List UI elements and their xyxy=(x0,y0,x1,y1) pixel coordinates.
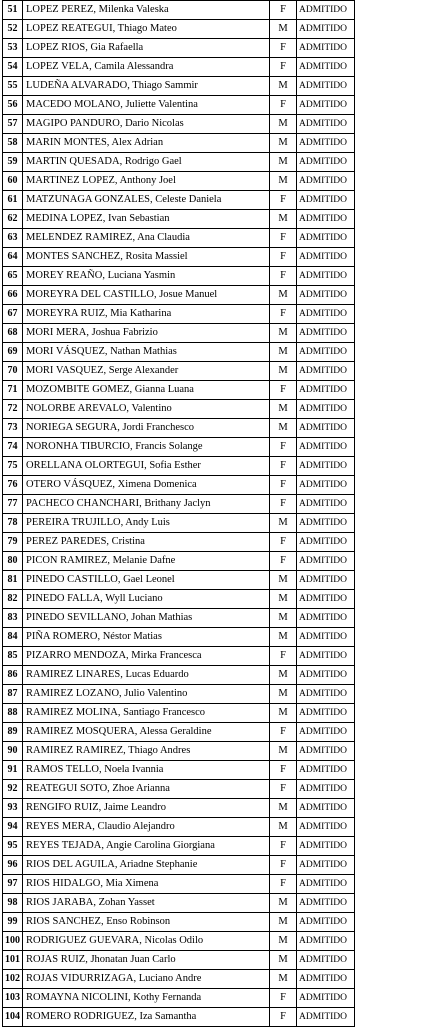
row-number: 52 xyxy=(3,20,23,39)
admission-status: ADMITIDO xyxy=(297,609,355,628)
student-sex: M xyxy=(270,77,297,96)
admission-status: ADMITIDO xyxy=(297,799,355,818)
admission-status: ADMITIDO xyxy=(297,951,355,970)
table-row xyxy=(3,628,355,647)
admission-status: ADMITIDO xyxy=(297,229,355,248)
table-row xyxy=(3,476,355,495)
table-row xyxy=(3,438,355,457)
row-number: 100 xyxy=(3,932,23,951)
admission-status: ADMITIDO xyxy=(297,533,355,552)
student-name: RAMIREZ LOZANO, Julio Valentino xyxy=(23,685,270,704)
student-name: PEREIRA TRUJILLO, Andy Luis xyxy=(23,514,270,533)
admission-status: ADMITIDO xyxy=(297,666,355,685)
student-sex: M xyxy=(270,704,297,723)
admission-status: ADMITIDO xyxy=(297,742,355,761)
student-sex: M xyxy=(270,685,297,704)
row-number: 77 xyxy=(3,495,23,514)
student-sex: M xyxy=(270,286,297,305)
admission-status: ADMITIDO xyxy=(297,685,355,704)
table-row xyxy=(3,153,355,172)
admission-status: ADMITIDO xyxy=(297,818,355,837)
row-number: 76 xyxy=(3,476,23,495)
admission-status: ADMITIDO xyxy=(297,590,355,609)
student-name: RAMIREZ RAMIREZ, Thiago Andres xyxy=(23,742,270,761)
table-row xyxy=(3,704,355,723)
student-name: ROJAS VIDURRIZAGA, Luciano Andre xyxy=(23,970,270,989)
student-name: REATEGUI SOTO, Zhoe Arianna xyxy=(23,780,270,799)
row-number: 69 xyxy=(3,343,23,362)
admission-status: ADMITIDO xyxy=(297,172,355,191)
student-sex: M xyxy=(270,172,297,191)
admission-status: ADMITIDO xyxy=(297,723,355,742)
row-number: 67 xyxy=(3,305,23,324)
student-name: RAMIREZ MOLINA, Santiago Francesco xyxy=(23,704,270,723)
row-number: 68 xyxy=(3,324,23,343)
student-name: ROMAYNA NICOLINI, Kothy Fernanda xyxy=(23,989,270,1008)
table-row xyxy=(3,875,355,894)
table-row xyxy=(3,457,355,476)
table-row xyxy=(3,362,355,381)
admission-status: ADMITIDO xyxy=(297,343,355,362)
admission-status: ADMITIDO xyxy=(297,400,355,419)
student-name: MARTIN QUESADA, Rodrigo Gael xyxy=(23,153,270,172)
student-sex: F xyxy=(270,552,297,571)
row-number: 101 xyxy=(3,951,23,970)
admission-status: ADMITIDO xyxy=(297,932,355,951)
table-row xyxy=(3,818,355,837)
admission-status: ADMITIDO xyxy=(297,514,355,533)
student-name: RENGIFO RUIZ, Jaime Leandro xyxy=(23,799,270,818)
student-sex: M xyxy=(270,324,297,343)
table-row xyxy=(3,495,355,514)
table-row xyxy=(3,761,355,780)
student-name: LUDEÑA ALVARADO, Thiago Sammir xyxy=(23,77,270,96)
student-sex: F xyxy=(270,438,297,457)
admission-status: ADMITIDO xyxy=(297,419,355,438)
student-name: ROJAS RUIZ, Jhonatan Juan Carlo xyxy=(23,951,270,970)
student-sex: F xyxy=(270,305,297,324)
student-sex: F xyxy=(270,457,297,476)
table-row xyxy=(3,571,355,590)
student-sex: M xyxy=(270,742,297,761)
student-name: ORELLANA OLORTEGUI, Sofia Esther xyxy=(23,457,270,476)
table-row xyxy=(3,400,355,419)
row-number: 90 xyxy=(3,742,23,761)
admission-status: ADMITIDO xyxy=(297,286,355,305)
table-row xyxy=(3,248,355,267)
admission-status: ADMITIDO xyxy=(297,837,355,856)
admission-status: ADMITIDO xyxy=(297,58,355,77)
table-row xyxy=(3,856,355,875)
student-sex: M xyxy=(270,932,297,951)
admission-status: ADMITIDO xyxy=(297,913,355,932)
admission-status: ADMITIDO xyxy=(297,362,355,381)
row-number: 93 xyxy=(3,799,23,818)
table-row xyxy=(3,229,355,248)
student-sex: M xyxy=(270,628,297,647)
student-name: MEDINA LOPEZ, Ivan Sebastian xyxy=(23,210,270,229)
student-name: LOPEZ RIOS, Gia Rafaella xyxy=(23,39,270,58)
student-name: MOZOMBITE GOMEZ, Gianna Luana xyxy=(23,381,270,400)
row-number: 86 xyxy=(3,666,23,685)
student-sex: M xyxy=(270,590,297,609)
admission-status: ADMITIDO xyxy=(297,438,355,457)
row-number: 57 xyxy=(3,115,23,134)
student-name: PINEDO FALLA, Wyll Luciano xyxy=(23,590,270,609)
table-row xyxy=(3,115,355,134)
student-sex: M xyxy=(270,894,297,913)
student-sex: M xyxy=(270,666,297,685)
table-row xyxy=(3,913,355,932)
admission-status: ADMITIDO xyxy=(297,248,355,267)
admission-status: ADMITIDO xyxy=(297,381,355,400)
student-sex: F xyxy=(270,476,297,495)
row-number: 56 xyxy=(3,96,23,115)
table-row xyxy=(3,837,355,856)
row-number: 103 xyxy=(3,989,23,1008)
student-name: RIOS JARABA, Zohan Yasset xyxy=(23,894,270,913)
row-number: 94 xyxy=(3,818,23,837)
table-row xyxy=(3,419,355,438)
student-name: LOPEZ PEREZ, Milenka Valeska xyxy=(23,1,270,20)
student-sex: F xyxy=(270,495,297,514)
student-sex: M xyxy=(270,400,297,419)
student-sex: F xyxy=(270,58,297,77)
row-number: 71 xyxy=(3,381,23,400)
row-number: 89 xyxy=(3,723,23,742)
student-name: LOPEZ VELA, Camila Alessandra xyxy=(23,58,270,77)
table-row xyxy=(3,134,355,153)
table-row xyxy=(3,20,355,39)
table-row xyxy=(3,533,355,552)
student-name: REYES TEJADA, Angie Carolina Giorgiana xyxy=(23,837,270,856)
student-sex: F xyxy=(270,1,297,20)
student-sex: F xyxy=(270,1008,297,1027)
row-number: 65 xyxy=(3,267,23,286)
row-number: 83 xyxy=(3,609,23,628)
student-name: MATZUNAGA GONZALES, Celeste Daniela xyxy=(23,191,270,210)
table-row xyxy=(3,989,355,1008)
table-row xyxy=(3,590,355,609)
student-sex: M xyxy=(270,210,297,229)
row-number: 85 xyxy=(3,647,23,666)
table-row xyxy=(3,96,355,115)
table-row xyxy=(3,742,355,761)
admission-list-table xyxy=(2,0,355,1027)
student-name: MONTES SANCHEZ, Rosita Massiel xyxy=(23,248,270,267)
table-row xyxy=(3,894,355,913)
student-sex: M xyxy=(270,153,297,172)
student-sex: F xyxy=(270,647,297,666)
student-name: PEREZ PAREDES, Cristina xyxy=(23,533,270,552)
student-sex: M xyxy=(270,951,297,970)
row-number: 91 xyxy=(3,761,23,780)
admission-status: ADMITIDO xyxy=(297,704,355,723)
table-row xyxy=(3,324,355,343)
row-number: 64 xyxy=(3,248,23,267)
row-number: 96 xyxy=(3,856,23,875)
row-number: 97 xyxy=(3,875,23,894)
row-number: 98 xyxy=(3,894,23,913)
admission-status: ADMITIDO xyxy=(297,115,355,134)
row-number: 99 xyxy=(3,913,23,932)
student-sex: F xyxy=(270,837,297,856)
admission-status: ADMITIDO xyxy=(297,210,355,229)
table-row xyxy=(3,77,355,96)
admission-status: ADMITIDO xyxy=(297,970,355,989)
student-name: MACEDO MOLANO, Juliette Valentina xyxy=(23,96,270,115)
admission-status: ADMITIDO xyxy=(297,476,355,495)
student-sex: M xyxy=(270,571,297,590)
table-row xyxy=(3,381,355,400)
student-name: NORIEGA SEGURA, Jordi Franchesco xyxy=(23,419,270,438)
table-row xyxy=(3,951,355,970)
row-number: 59 xyxy=(3,153,23,172)
student-sex: M xyxy=(270,970,297,989)
table-row xyxy=(3,799,355,818)
row-number: 79 xyxy=(3,533,23,552)
row-number: 87 xyxy=(3,685,23,704)
admission-status: ADMITIDO xyxy=(297,495,355,514)
table-row xyxy=(3,552,355,571)
student-name: LOPEZ REATEGUI, Thiago Mateo xyxy=(23,20,270,39)
student-sex: F xyxy=(270,191,297,210)
student-name: PIÑA ROMERO, Néstor Matias xyxy=(23,628,270,647)
student-name: RAMIREZ MOSQUERA, Alessa Geraldine xyxy=(23,723,270,742)
student-name: MAGIPO PANDURO, Dario Nicolas xyxy=(23,115,270,134)
table-row xyxy=(3,58,355,77)
row-number: 95 xyxy=(3,837,23,856)
student-name: RAMIREZ LINARES, Lucas Eduardo xyxy=(23,666,270,685)
student-sex: F xyxy=(270,780,297,799)
table-row xyxy=(3,780,355,799)
student-sex: M xyxy=(270,134,297,153)
row-number: 55 xyxy=(3,77,23,96)
student-name: RIOS DEL AGUILA, Ariadne Stephanie xyxy=(23,856,270,875)
table-row xyxy=(3,267,355,286)
admission-status: ADMITIDO xyxy=(297,153,355,172)
student-sex: F xyxy=(270,875,297,894)
student-name: RIOS SANCHEZ, Enso Robinson xyxy=(23,913,270,932)
student-name: MELENDEZ RAMIREZ, Ana Claudia xyxy=(23,229,270,248)
student-sex: M xyxy=(270,419,297,438)
student-sex: M xyxy=(270,20,297,39)
row-number: 51 xyxy=(3,1,23,20)
admission-status: ADMITIDO xyxy=(297,1,355,20)
student-sex: M xyxy=(270,609,297,628)
row-number: 66 xyxy=(3,286,23,305)
table-row xyxy=(3,1,355,20)
student-name: PINEDO SEVILLANO, Johan Mathias xyxy=(23,609,270,628)
student-sex: M xyxy=(270,343,297,362)
admission-status: ADMITIDO xyxy=(297,134,355,153)
student-name: OTERO VÁSQUEZ, Ximena Domenica xyxy=(23,476,270,495)
row-number: 82 xyxy=(3,590,23,609)
table-row xyxy=(3,514,355,533)
row-number: 74 xyxy=(3,438,23,457)
student-name: MOREY REAÑO, Luciana Yasmin xyxy=(23,267,270,286)
row-number: 81 xyxy=(3,571,23,590)
admission-status: ADMITIDO xyxy=(297,39,355,58)
admission-status: ADMITIDO xyxy=(297,647,355,666)
admission-status: ADMITIDO xyxy=(297,552,355,571)
student-name: NOLORBE AREVALO, Valentino xyxy=(23,400,270,419)
student-sex: F xyxy=(270,723,297,742)
row-number: 92 xyxy=(3,780,23,799)
student-sex: M xyxy=(270,913,297,932)
table-row xyxy=(3,191,355,210)
student-sex: F xyxy=(270,856,297,875)
row-number: 88 xyxy=(3,704,23,723)
student-sex: F xyxy=(270,39,297,58)
row-number: 53 xyxy=(3,39,23,58)
student-sex: F xyxy=(270,96,297,115)
row-number: 58 xyxy=(3,134,23,153)
student-name: PIZARRO MENDOZA, Mirka Francesca xyxy=(23,647,270,666)
row-number: 62 xyxy=(3,210,23,229)
table-row xyxy=(3,932,355,951)
admission-status: ADMITIDO xyxy=(297,875,355,894)
student-sex: F xyxy=(270,761,297,780)
table-row xyxy=(3,305,355,324)
row-number: 54 xyxy=(3,58,23,77)
table-row xyxy=(3,685,355,704)
student-name: MORI VÁSQUEZ, Nathan Mathias xyxy=(23,343,270,362)
row-number: 63 xyxy=(3,229,23,248)
student-name: REYES MERA, Claudio Alejandro xyxy=(23,818,270,837)
table-row xyxy=(3,286,355,305)
admission-status: ADMITIDO xyxy=(297,191,355,210)
student-sex: M xyxy=(270,362,297,381)
student-sex: F xyxy=(270,229,297,248)
table-row xyxy=(3,647,355,666)
row-number: 80 xyxy=(3,552,23,571)
admission-status: ADMITIDO xyxy=(297,894,355,913)
admission-status: ADMITIDO xyxy=(297,780,355,799)
row-number: 84 xyxy=(3,628,23,647)
student-name: MARTINEZ LOPEZ, Anthony Joel xyxy=(23,172,270,191)
student-name: MORI VASQUEZ, Serge Alexander xyxy=(23,362,270,381)
student-sex: M xyxy=(270,115,297,134)
admission-list-body xyxy=(3,1,355,1027)
student-sex: F xyxy=(270,533,297,552)
student-sex: F xyxy=(270,989,297,1008)
student-name: MOREYRA DEL CASTILLO, Josue Manuel xyxy=(23,286,270,305)
admission-status: ADMITIDO xyxy=(297,267,355,286)
row-number: 104 xyxy=(3,1008,23,1027)
row-number: 70 xyxy=(3,362,23,381)
admission-status: ADMITIDO xyxy=(297,1008,355,1027)
row-number: 75 xyxy=(3,457,23,476)
student-sex: F xyxy=(270,381,297,400)
row-number: 78 xyxy=(3,514,23,533)
student-name: ROMERO RODRIGUEZ, Iza Samantha xyxy=(23,1008,270,1027)
row-number: 60 xyxy=(3,172,23,191)
student-sex: M xyxy=(270,799,297,818)
row-number: 102 xyxy=(3,970,23,989)
table-row xyxy=(3,970,355,989)
admission-status: ADMITIDO xyxy=(297,571,355,590)
admission-status: ADMITIDO xyxy=(297,77,355,96)
admission-status: ADMITIDO xyxy=(297,20,355,39)
row-number: 73 xyxy=(3,419,23,438)
admission-status: ADMITIDO xyxy=(297,324,355,343)
admission-status: ADMITIDO xyxy=(297,761,355,780)
student-name: MORI MERA, Joshua Fabrizio xyxy=(23,324,270,343)
admission-status: ADMITIDO xyxy=(297,856,355,875)
row-number: 61 xyxy=(3,191,23,210)
table-row xyxy=(3,343,355,362)
student-sex: M xyxy=(270,514,297,533)
admission-status: ADMITIDO xyxy=(297,96,355,115)
table-row xyxy=(3,666,355,685)
table-row xyxy=(3,172,355,191)
student-sex: F xyxy=(270,267,297,286)
student-sex: M xyxy=(270,818,297,837)
admission-status: ADMITIDO xyxy=(297,457,355,476)
student-name: PICON RAMIREZ, Melanie Dafne xyxy=(23,552,270,571)
row-number: 72 xyxy=(3,400,23,419)
student-sex: F xyxy=(270,248,297,267)
student-name: RODRIGUEZ GUEVARA, Nicolas Odilo xyxy=(23,932,270,951)
student-name: RAMOS TELLO, Noela Ivannia xyxy=(23,761,270,780)
student-name: RIOS HIDALGO, Mia Ximena xyxy=(23,875,270,894)
student-name: PINEDO CASTILLO, Gael Leonel xyxy=(23,571,270,590)
table-row xyxy=(3,723,355,742)
admission-status: ADMITIDO xyxy=(297,989,355,1008)
admission-status: ADMITIDO xyxy=(297,305,355,324)
student-name: NORONHA TIBURCIO, Francis Solange xyxy=(23,438,270,457)
table-row xyxy=(3,39,355,58)
table-row xyxy=(3,609,355,628)
student-name: MARIN MONTES, Alex Adrian xyxy=(23,134,270,153)
student-name: MOREYRA RUIZ, Mia Katharina xyxy=(23,305,270,324)
student-name: PACHECO CHANCHARI, Brithany Jaclyn xyxy=(23,495,270,514)
admission-status: ADMITIDO xyxy=(297,628,355,647)
table-row xyxy=(3,210,355,229)
